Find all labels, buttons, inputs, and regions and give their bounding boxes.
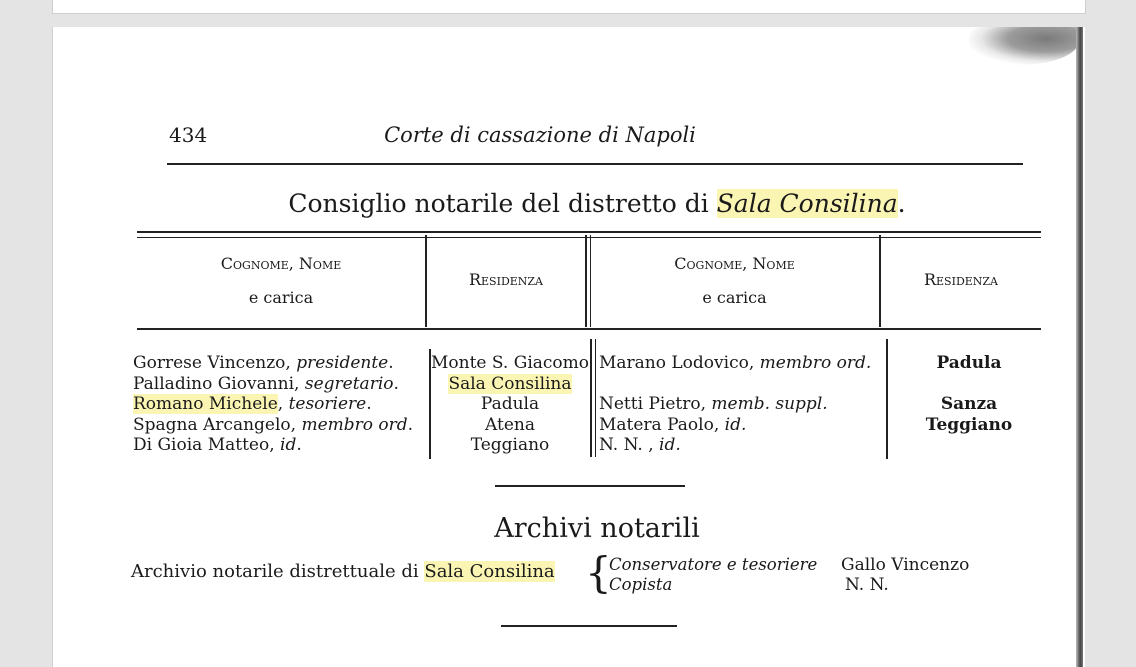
member-name: Palladino Giovanni, <box>133 373 300 394</box>
role-tail: . <box>393 373 399 394</box>
section-title-highlight: Sala Consilina <box>716 189 898 218</box>
previous-page-edge <box>52 0 1086 14</box>
member-role: segretario <box>304 373 394 394</box>
header-residence-col-left: Residenza <box>468 270 544 289</box>
right-residences-column <box>889 353 1049 435</box>
section-title-prefix: Consiglio notarile del distretto di <box>288 189 709 218</box>
archivi-title: Archivi notarili <box>494 513 700 544</box>
header-name-col-right <box>590 247 879 315</box>
empty-row <box>889 374 1049 395</box>
member-role: presidente <box>296 353 389 373</box>
empty-row <box>599 374 871 395</box>
header-name-line1: Cognome, Nome <box>220 254 342 273</box>
header-name-line2: e carica <box>248 288 314 307</box>
body-col-separator-3 <box>886 339 888 459</box>
role-tail: . <box>388 353 394 373</box>
residence-cell: Padula <box>936 353 1002 373</box>
member-role: membro ord. <box>759 353 872 373</box>
archivio-name: N. N. <box>845 575 889 595</box>
bottom-separator-rule <box>501 625 677 627</box>
section-title <box>137 189 1057 218</box>
table-row <box>599 415 871 436</box>
table-row <box>133 353 413 374</box>
page-spine-shadow <box>1076 27 1083 667</box>
member-name: Gorrese Vincenzo, <box>133 353 291 373</box>
archivio-line <box>131 561 555 582</box>
residence-cell-highlight: Sala Consilina <box>448 373 572 394</box>
table-row <box>133 374 413 395</box>
member-role: memb. suppl. <box>711 394 828 415</box>
residence-cell: Monte S. Giacomo <box>431 353 589 373</box>
table-row <box>133 415 413 436</box>
header-residence-col-right: Residenza <box>923 270 999 289</box>
brace-glyph: { <box>585 548 612 597</box>
table-row <box>599 353 871 374</box>
archivio-role: Conservatore e tesoriere <box>609 555 818 574</box>
archivio-roles <box>609 555 817 595</box>
running-head <box>167 123 1023 165</box>
archivio-name: Gallo Vincenzo <box>841 555 970 575</box>
table-header-rule <box>137 328 1041 330</box>
residence-cell: Atena <box>485 414 535 435</box>
member-role: tesoriere <box>288 394 367 415</box>
table-row <box>599 394 871 415</box>
right-names-column <box>599 353 871 456</box>
page-number: 434 <box>169 123 208 147</box>
archivio-role: Copista <box>609 575 673 594</box>
role-tail: . <box>407 414 414 435</box>
document-page <box>52 27 1085 667</box>
member-name: Spagna Arcangelo, <box>133 414 297 435</box>
member-name: Netti Pietro, <box>599 394 706 415</box>
member-name-highlight: Romano Michele <box>133 394 278 415</box>
member-name: N. N. , <box>599 435 654 456</box>
name-tail: , <box>277 394 284 415</box>
member-role: id. <box>659 435 681 456</box>
archivio-prefix: Archivio notarile distrettuale di <box>131 561 419 582</box>
header-name-line2: e carica <box>702 288 767 307</box>
section-title-suffix: . <box>897 189 906 218</box>
member-role: id <box>280 435 297 456</box>
role-tail: . <box>296 435 302 456</box>
table-row <box>133 435 413 456</box>
page-stain <box>969 27 1079 65</box>
residence-cell: Padula <box>480 394 540 415</box>
member-role: id. <box>724 414 747 435</box>
member-role: membro ord <box>301 414 408 435</box>
left-names-column <box>133 353 413 456</box>
member-name: Matera Paolo, <box>599 414 720 435</box>
residence-cell: Teggiano <box>470 435 550 456</box>
member-name: Di Gioia Matteo, <box>133 435 275 456</box>
header-name-line1: Cognome, Nome <box>674 254 795 273</box>
archivio-names <box>841 555 969 595</box>
table-row <box>599 435 871 456</box>
residence-cell: Sanza <box>940 394 998 415</box>
table-row <box>133 394 413 415</box>
section-separator-rule <box>495 485 685 487</box>
body-col-separator-2 <box>590 339 596 457</box>
running-title: Corte di cassazione di Napoli <box>384 123 696 147</box>
header-name-col-left <box>137 247 425 315</box>
left-residences-column <box>431 353 589 456</box>
role-tail: . <box>366 394 372 415</box>
archivio-highlight: Sala Consilina <box>424 561 555 582</box>
member-name: Marano Lodovico, <box>599 353 755 373</box>
residence-cell: Teggiano <box>925 414 1013 435</box>
